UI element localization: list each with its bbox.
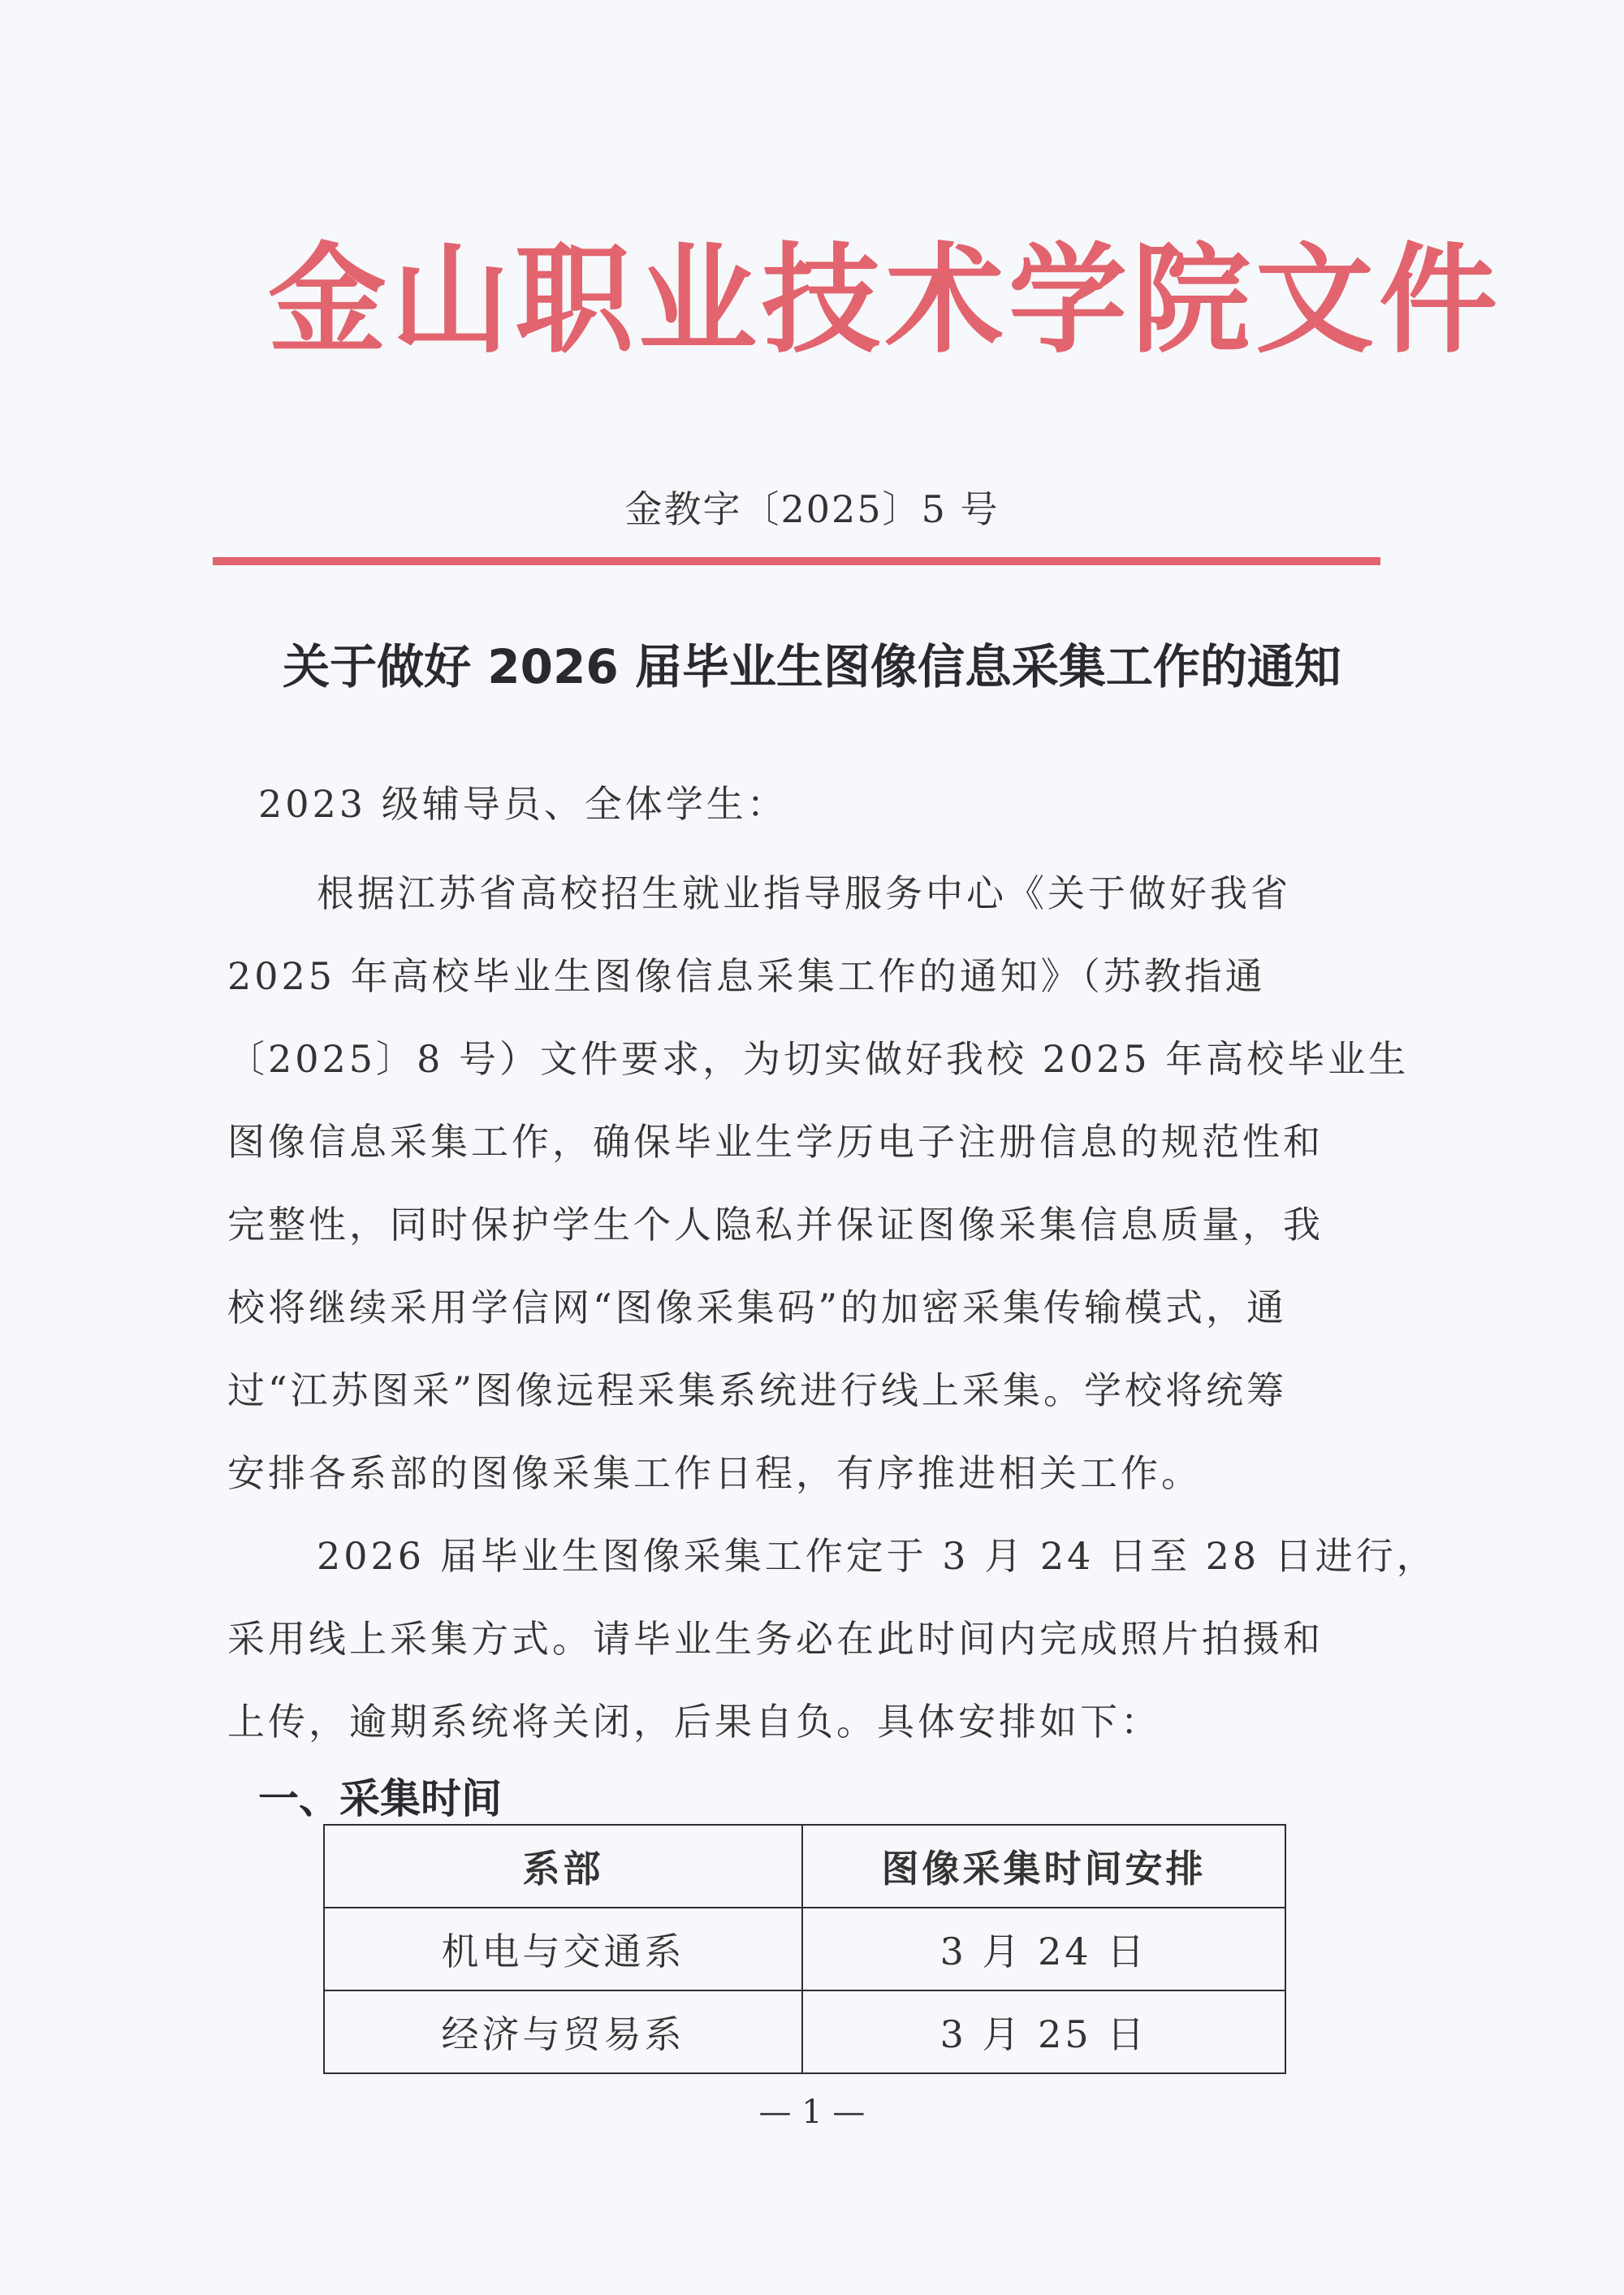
notice-title: 关于做好 2026 届毕业生图像信息采集工作的通知 bbox=[283, 639, 1341, 694]
red-divider-line bbox=[213, 557, 1380, 565]
paragraph-line: 校将继续采用学信网“图像采集码”的加密采集传输模式，通 bbox=[227, 1286, 1288, 1329]
paragraph-line: 根据江苏省高校招生就业指导服务中心《关于做好我省 bbox=[317, 871, 1291, 915]
table-row bbox=[324, 1990, 1285, 2073]
paragraph-line: 2025 年高校毕业生图像信息采集工作的通知》（苏教指通 bbox=[227, 954, 1266, 998]
table-row bbox=[324, 1908, 1285, 1990]
salutation: 2023 级辅导员、全体学生： bbox=[258, 782, 788, 826]
paragraph-line: 〔2025〕8 号）文件要求，为切实做好我校 2025 年高校毕业生 bbox=[227, 1037, 1410, 1081]
paragraph-line: 上传，逾期系统将关闭，后果自负。具体安排如下： bbox=[227, 1700, 1161, 1744]
column-header-schedule: 图像采集时间安排 bbox=[802, 1825, 1285, 1908]
column-header-department: 系部 bbox=[324, 1825, 802, 1908]
paragraph-line: 采用线上采集方式。请毕业生务必在此时间内完成照片拍摄和 bbox=[227, 1617, 1324, 1661]
paragraph-line: 过“江苏图采”图像远程采集系统进行线上采集。学校将统筹 bbox=[227, 1368, 1288, 1412]
paragraph-line: 图像信息采集工作，确保毕业生学历电子注册信息的规范性和 bbox=[227, 1120, 1324, 1164]
page-number: — 1 — bbox=[758, 2094, 866, 2131]
paragraph-line: 2026 届毕业生图像采集工作定于 3 月 24 日至 28 日进行， bbox=[317, 1534, 1437, 1578]
issuing-organization-title: 金山职业技术学院文件 bbox=[268, 231, 1502, 370]
paragraph-line: 安排各系部的图像采集工作日程，有序推进相关工作。 bbox=[227, 1451, 1202, 1495]
schedule-table bbox=[323, 1824, 1286, 2074]
table-header-row bbox=[324, 1825, 1285, 1908]
department-cell: 机电与交通系 bbox=[324, 1908, 802, 1990]
schedule-date-cell: 3 月 25 日 bbox=[802, 1990, 1285, 2073]
section-heading-collection-time: 一、采集时间 bbox=[258, 1775, 502, 1822]
document-number: 金教字〔2025〕5 号 bbox=[624, 487, 1000, 531]
schedule-date-cell: 3 月 24 日 bbox=[802, 1908, 1285, 1990]
paragraph-line: 完整性，同时保护学生个人隐私并保证图像采集信息质量，我 bbox=[227, 1203, 1324, 1247]
department-cell: 经济与贸易系 bbox=[324, 1990, 802, 2073]
